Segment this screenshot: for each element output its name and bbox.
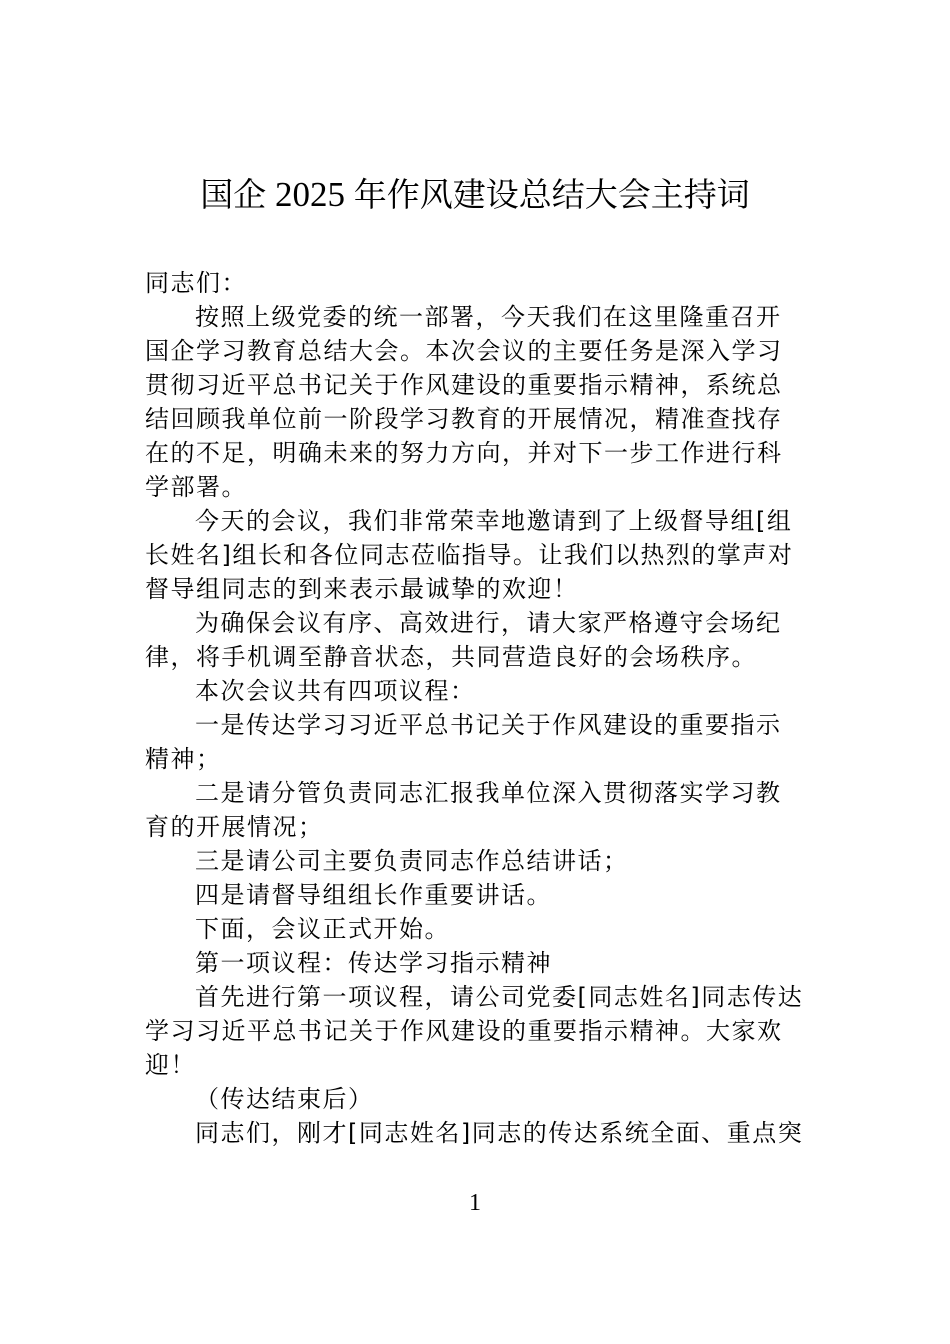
text-line: 结回顾我单位前一阶段学习教育的开展情况，精准查找存 (145, 405, 783, 433)
text-line: 一是传达学习习近平总书记关于作风建设的重要指示 (195, 711, 782, 739)
text-line: 国企学习教育总结大会。本次会议的主要任务是深入学习 (145, 337, 783, 365)
text-line: 迎！ (145, 1051, 196, 1079)
paragraph-lines (145, 300, 815, 1150)
title-year: 2025 (275, 175, 345, 214)
text-line: 二是请分管负责同志汇报我单位深入贯彻落实学习教 (195, 779, 782, 807)
text-line: 三是请公司主要负责同志作总结讲话； (195, 847, 629, 875)
text-line: 下面，会议正式开始。 (195, 915, 450, 943)
text-line: 律，将手机调至静音状态，共同营造良好的会场秩序。 (145, 643, 757, 671)
text-line: 督导组同志的到来表示最诚挚的欢迎！ (145, 575, 579, 603)
text-line: 学部署。 (145, 473, 247, 501)
text-line: 同志们，刚才[同志姓名]同志的传达系统全面、重点突 (195, 1119, 804, 1147)
document-title (0, 172, 950, 218)
text-line: 第一项议程：传达学习指示精神 (195, 949, 552, 977)
text-line: 今天的会议，我们非常荣幸地邀请到了上级督导组[组 (195, 507, 793, 535)
salutation: 同志们： (145, 269, 247, 297)
text-line: 长姓名]组长和各位同志莅临指导。让我们以热烈的掌声对 (145, 541, 794, 569)
page-number: 1 (469, 1190, 481, 1216)
text-line: 为确保会议有序、高效进行，请大家严格遵守会场纪 (195, 609, 782, 637)
text-line: 贯彻习近平总书记关于作风建设的重要指示精神，系统总 (145, 371, 783, 399)
text-line: 首先进行第一项议程，请公司党委[同志姓名]同志传达 (195, 983, 804, 1011)
text-line: 在的不足，明确未来的努力方向，并对下一步工作进行科 (145, 439, 783, 467)
text-line: 四是请督导组组长作重要讲话。 (195, 881, 552, 909)
title-suffix: 年作风建设总结大会主持词 (353, 175, 750, 214)
text-line: 育的开展情况； (145, 813, 324, 841)
text-line: 本次会议共有四项议程： (195, 677, 476, 705)
title-prefix: 国企 (200, 175, 267, 214)
document-body (145, 266, 815, 1150)
text-line: 按照上级党委的统一部署，今天我们在这里隆重召开 (195, 303, 782, 331)
text-line: 学习习近平总书记关于作风建设的重要指示精神。大家欢 (145, 1017, 783, 1045)
text-line: （传达结束后） (195, 1085, 374, 1113)
text-line: 精神； (145, 745, 222, 773)
